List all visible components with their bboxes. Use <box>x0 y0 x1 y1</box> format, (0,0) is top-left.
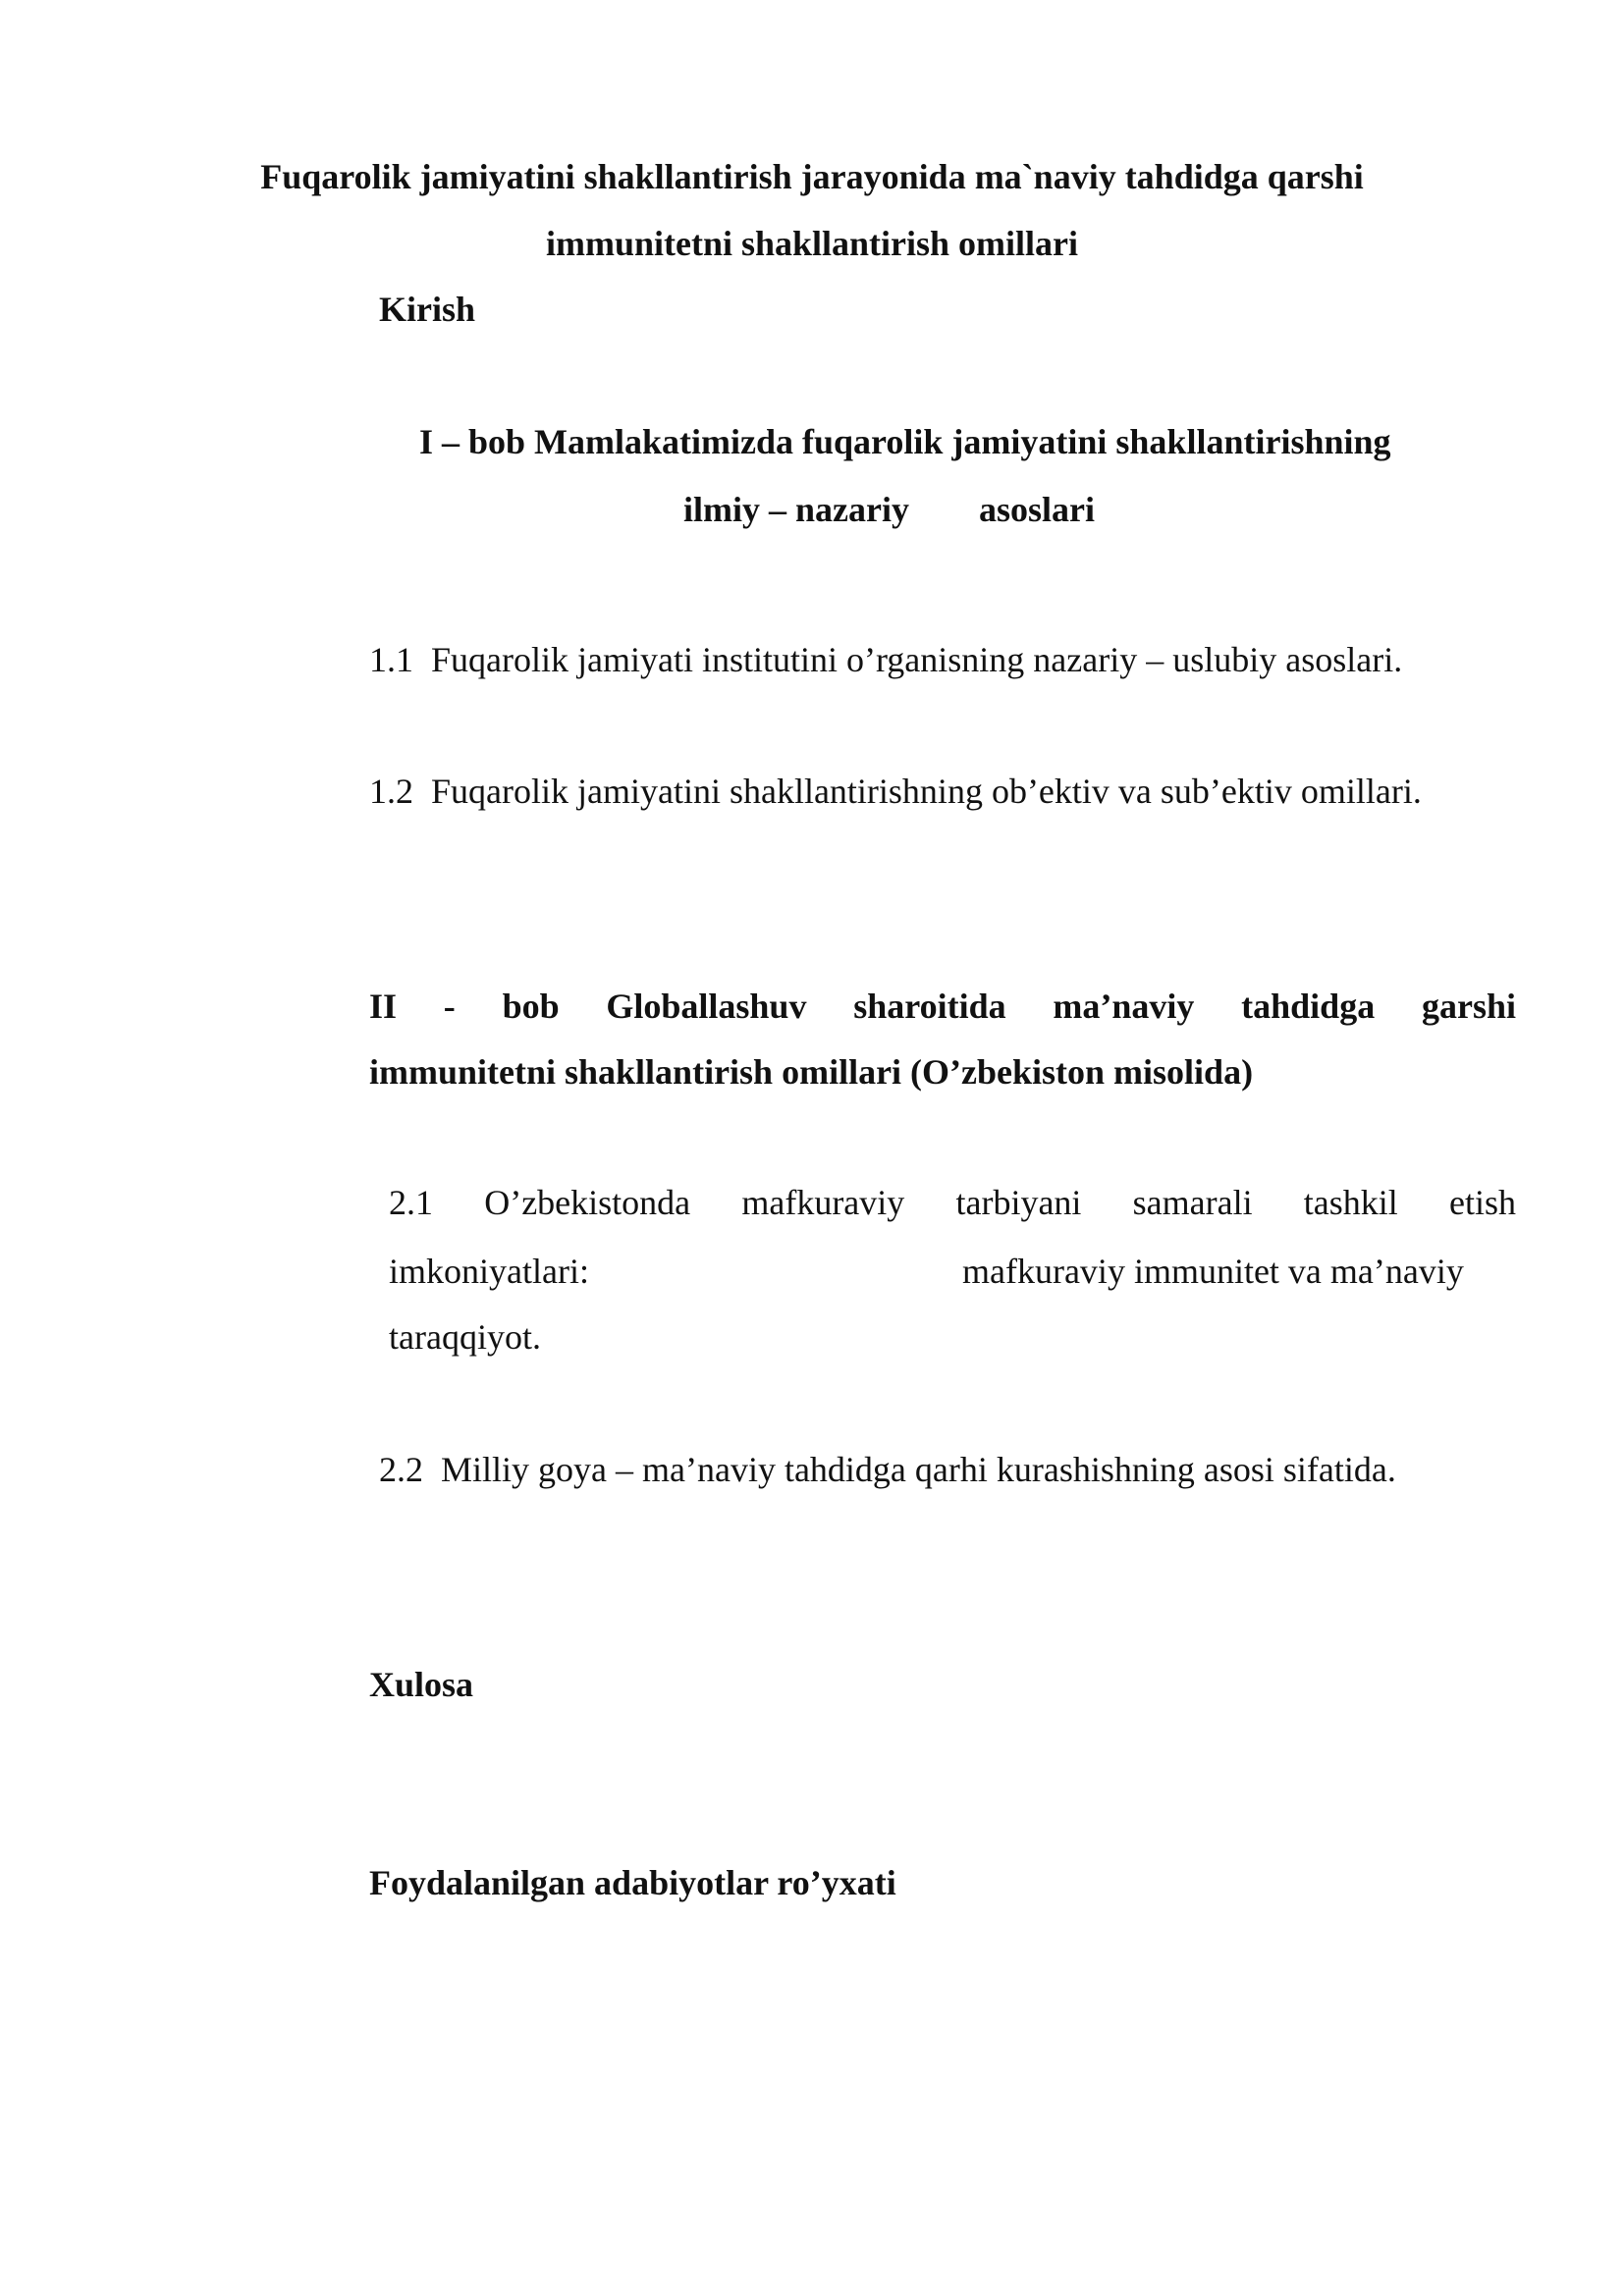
heading-word: sharoitida <box>853 987 1006 1026</box>
section-2-1-line-3: taraqqiyot. <box>389 1317 541 1357</box>
conclusion-heading: Xulosa <box>369 1665 474 1704</box>
section-number: 1.2 <box>369 772 413 811</box>
heading-word: bob <box>502 987 560 1026</box>
section-number: 2.2 <box>379 1450 423 1489</box>
section-word: etish <box>1449 1183 1516 1222</box>
section-2-1-line-2b: mafkuraviy immunitet va ma’naviy <box>962 1252 1464 1291</box>
chapter-1-heading-line-2b: asoslari <box>979 490 1096 529</box>
section-2-1-line-2a: imkoniyatlari: <box>389 1252 589 1291</box>
heading-word: - <box>443 987 456 1026</box>
section-1-1 <box>369 638 1402 681</box>
section-word: mafkuraviy <box>741 1183 905 1222</box>
section-word: tarbiyani <box>955 1183 1082 1222</box>
section-number: 1.1 <box>369 640 413 679</box>
section-title: Fuqarolik jamiyatini shakllantirishning ob’ektiv va sub’ektiv omillari. <box>431 772 1422 811</box>
section-word: 2.1 <box>389 1183 433 1222</box>
chapter-1-heading-line-2a: ilmiy – nazariy <box>683 490 909 529</box>
heading-word: Globallashuv <box>606 987 807 1026</box>
section-2-1-line-1 <box>389 1181 1516 1224</box>
section-word: samarali <box>1132 1183 1253 1222</box>
section-word: O’zbekistonda <box>484 1183 691 1222</box>
heading-word: garshi <box>1421 987 1516 1026</box>
chapter-2-heading-line-2: immunitetni shakllantirish omillari (O’zbekiston misolida) <box>369 1052 1254 1092</box>
references-heading: Foydalanilgan adabiyotlar ro’yxati <box>369 1863 896 1902</box>
section-title: Milliy goya – ma’naviy tahdidga qarhi kurashishning asosi sifatida. <box>441 1450 1396 1489</box>
section-word: tashkil <box>1303 1183 1398 1222</box>
section-1-2 <box>369 770 1422 813</box>
chapter-1-heading-line-1: I – bob Mamlakatimizda fuqarolik jamiyatini shakllantirishning <box>419 422 1391 461</box>
heading-word: II <box>369 987 398 1026</box>
section-2-2 <box>379 1448 1396 1491</box>
chapter-2-heading-line-1 <box>369 985 1516 1028</box>
heading-word: ma’naviy <box>1053 987 1195 1026</box>
intro-heading: Kirish <box>379 290 476 329</box>
document-title-line-1: Fuqarolik jamiyatini shakllantirish jarayonida ma`naviy tahdidga qarshi <box>260 157 1364 196</box>
document-title-line-2: immunitetni shakllantirish omillari <box>545 224 1079 263</box>
heading-word: tahdidga <box>1241 987 1376 1026</box>
section-title: Fuqarolik jamiyati institutini o’rganisning nazariy – uslubiy asoslari. <box>431 640 1403 679</box>
